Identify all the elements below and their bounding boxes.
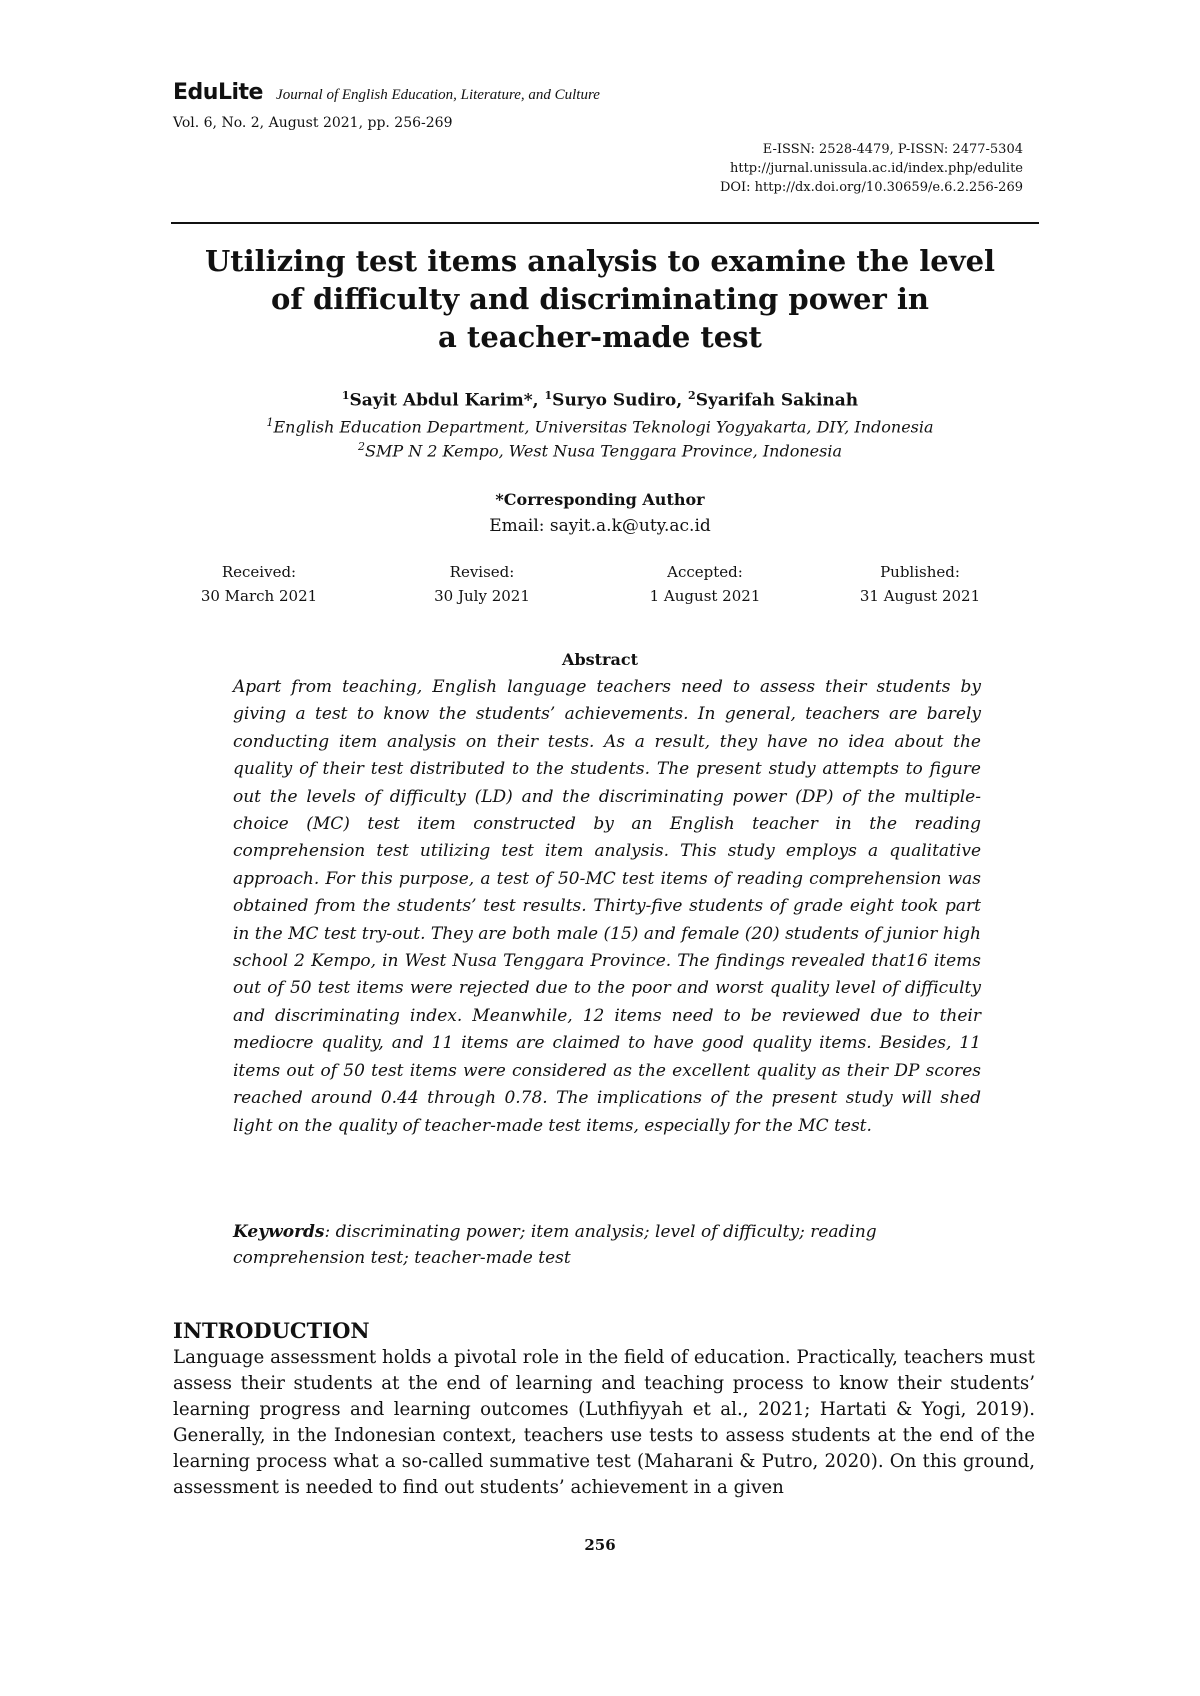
affiliation xyxy=(150,440,1050,460)
affiliation-mark: 2 xyxy=(358,440,365,453)
corresponding-author-label: *Corresponding Author xyxy=(495,490,705,509)
date-value: 31 August 2021 xyxy=(859,587,981,605)
header-divider xyxy=(171,222,1039,224)
received-date xyxy=(184,560,334,608)
author-name: Sayit Abdul Karim* xyxy=(349,390,533,411)
accepted-date xyxy=(630,560,780,608)
author-affiliation-mark: 1 xyxy=(341,389,350,402)
section-heading-introduction: INTRODUCTION xyxy=(173,1318,370,1343)
date-label: Accepted: xyxy=(667,563,743,581)
keywords xyxy=(233,1219,981,1271)
page-number: 256 xyxy=(584,1536,616,1554)
author-affiliation-mark: 1 xyxy=(544,389,553,402)
date-value: 30 March 2021 xyxy=(200,587,318,605)
author-name: Suryo Sudiro xyxy=(552,390,677,411)
title-line: a teacher-made test xyxy=(438,320,762,354)
journal-header xyxy=(173,80,600,105)
published-date xyxy=(845,560,995,608)
date-label: Received: xyxy=(221,563,297,581)
date-value: 1 August 2021 xyxy=(649,587,761,605)
issn: E-ISSN: 2528-4479, P-ISSN: 2477-5304 xyxy=(762,142,1023,157)
author-name: Syarifah Sakinah xyxy=(695,390,859,411)
affiliation xyxy=(150,416,1050,436)
author-list: $^1$Sayit Abdul Karim*, $^1$Suryo Sudiro, $^2$Syarifah Sakinah xyxy=(341,389,859,411)
title-line: Utilizing test items analysis to examine the level xyxy=(204,244,996,278)
affiliation-text: SMP N 2 Kempo, West Nusa Tenggara Province, Indonesia xyxy=(365,441,842,461)
affiliation-text: English Education Department, Universitas Teknologi Yogyakarta, DIY, Indonesia xyxy=(273,417,934,437)
journal-logo: EduLite xyxy=(173,80,263,105)
keywords-label: Keywords xyxy=(233,1222,325,1242)
affiliation-mark: 1 xyxy=(266,416,274,429)
author-affiliation-mark: 2 xyxy=(688,389,696,402)
introduction-text: Language assessment holds a pivotal role in the field of education. Practically, teachers must assess their students at the end of learning and teaching process to know their students’ learning progress and learning outcomes (Luthfiyyah et al., 2021; Hartati & Yogi, 2019). Generally, in the Indonesian context, teachers use tests to assess students at the end of the learning process what a so-called summative test (Maharani & Putro, 2020). On this ground, assessment is needed to find out students’ achievement in a given xyxy=(173,1347,1035,1498)
revised-date xyxy=(407,560,557,608)
corresponding-author-email[interactable]: Email: sayit.a.k@uty.ac.id xyxy=(489,516,711,536)
paper-title xyxy=(150,242,1050,356)
keywords-text: : discriminating power; item analysis; level of difficulty; reading comprehension test; teacher-made test xyxy=(233,1222,877,1268)
abstract-text: Apart from teaching, English language teachers need to assess their students by giving a test to know the students’ achievements. In general, teachers are barely conducting item analysis on their tests. As a result, they have no idea about the quality of their test distributed to the students. The present study attempts to figure out the levels of difficulty (LD) and the discriminating power (DP) of the multiple-choice (MC) test item constructed by an English teacher in the reading comprehension test utilizing test item analysis. This study employs a qualitative approach. For this purpose, a test of 50-MC test items of reading comprehension was obtained from the students’ test results. Thirty-five students of grade eight took part in the MC test try-out. They are both male (15) and female (20) students of junior high school 2 Kempo, in West Nusa Tenggara Province. The findings revealed that16 items out of 50 test items were rejected due to the poor and worst quality level of difficulty and discriminating index. Meanwhile, 12 items need to be reviewed due to their mediocre quality, and 11 items are claimed to have good quality items. Besides, 11 items out of 50 test items were considered as the excellent quality as their DP scores reached around 0.44 through 0.78. The implications of the present study will shed light on the quality of teacher-made test items, especially for the MC test. xyxy=(233,677,981,1136)
title-line: of difficulty and discriminating power in xyxy=(271,282,929,316)
abstract-heading: Abstract xyxy=(562,650,638,669)
journal-url[interactable]: http://jurnal.unissula.ac.id/index.php/edulite xyxy=(729,161,1023,176)
volume-info: Vol. 6, No. 2, August 2021, pp. 256-269 xyxy=(173,115,453,131)
doi[interactable]: DOI: http://dx.doi.org/10.30659/e.6.2.256-269 xyxy=(719,180,1023,195)
journal-name: Journal of English Education, Literature, and Culture xyxy=(276,87,600,103)
date-value: 30 July 2021 xyxy=(434,587,530,605)
identifier-block xyxy=(720,140,1023,197)
date-label: Published: xyxy=(880,563,960,581)
date-label: Revised: xyxy=(449,563,515,581)
